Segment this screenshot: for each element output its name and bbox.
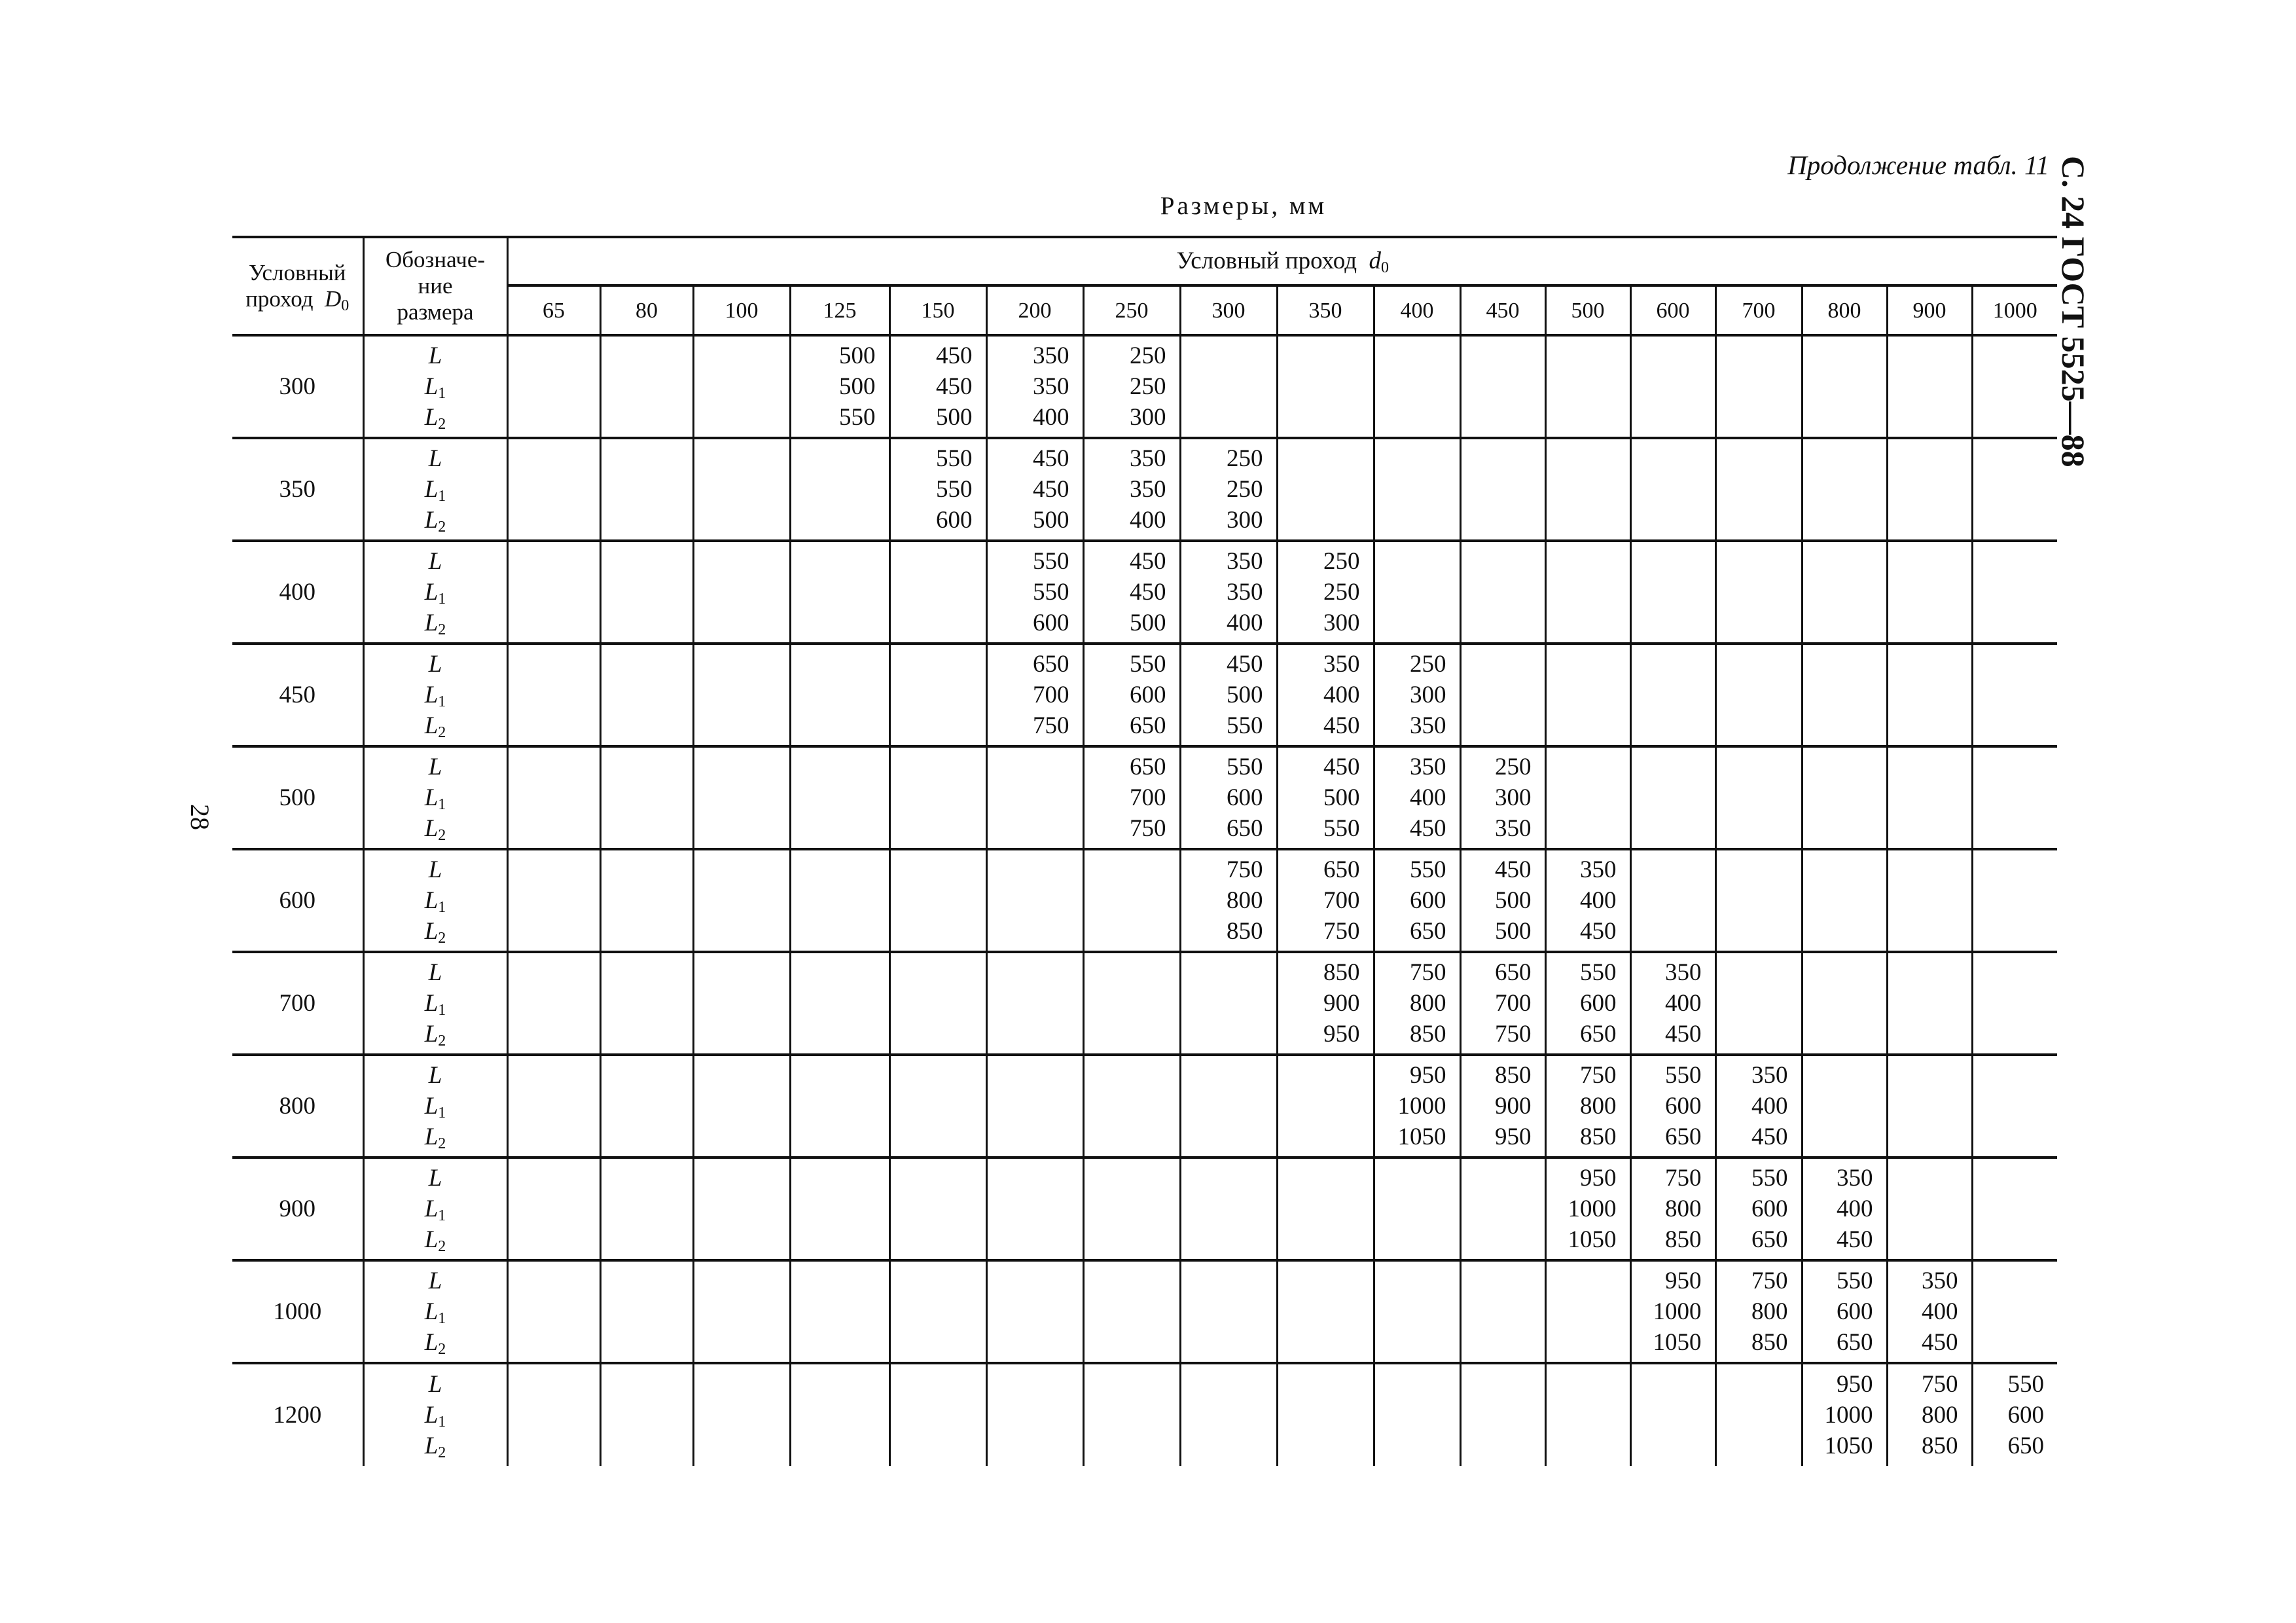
header-nominal-bore-D0: Условный проход $D_0$ <box>232 237 363 335</box>
cell-450-100 <box>693 644 790 746</box>
cell-400-250: 450 450 500 <box>1083 541 1180 644</box>
cell-1200-400 <box>1374 1363 1460 1466</box>
cell-450-350: 350 400 450 <box>1277 644 1374 746</box>
cell-800-1000 <box>1972 1055 2057 1158</box>
cell-600-500: 350 400 450 <box>1545 849 1630 952</box>
cell-500-125 <box>790 746 889 849</box>
row-designations: L $L_1$ $L_2$ <box>363 438 507 541</box>
row-nominal-bore: 700 <box>232 952 363 1055</box>
row-nominal-bore: 350 <box>232 438 363 541</box>
cell-1200-1000: 550 600 650 <box>1972 1363 2057 1466</box>
cell-350-200: 450 450 500 <box>986 438 1083 541</box>
cell-500-450: 250 300 350 <box>1460 746 1545 849</box>
cell-600-600 <box>1630 849 1715 952</box>
cell-400-400 <box>1374 541 1460 644</box>
cell-1000-80 <box>600 1260 693 1363</box>
cell-900-100 <box>693 1158 790 1260</box>
cell-800-100 <box>693 1055 790 1158</box>
table-row <box>232 1055 2057 1158</box>
cell-600-100 <box>693 849 790 952</box>
cell-900-1000 <box>1972 1158 2057 1260</box>
cell-1000-450 <box>1460 1260 1545 1363</box>
cell-450-125 <box>790 644 889 746</box>
cell-400-150 <box>889 541 986 644</box>
row-designations: L $L_1$ $L_2$ <box>363 1055 507 1158</box>
cell-700-80 <box>600 952 693 1055</box>
cell-350-350 <box>1277 438 1374 541</box>
cell-900-125 <box>790 1158 889 1260</box>
row-nominal-bore: 450 <box>232 644 363 746</box>
table-row <box>232 952 2057 1055</box>
cell-900-200 <box>986 1158 1083 1260</box>
cell-400-1000 <box>1972 541 2057 644</box>
cell-700-450: 650 700 750 <box>1460 952 1545 1055</box>
row-designations: L $L_1$ $L_2$ <box>363 1260 507 1363</box>
cell-600-80 <box>600 849 693 952</box>
cell-350-150: 550 550 600 <box>889 438 986 541</box>
row-designations: L $L_1$ $L_2$ <box>363 849 507 952</box>
cell-1200-450 <box>1460 1363 1545 1466</box>
row-designations: L $L_1$ $L_2$ <box>363 1158 507 1260</box>
cell-400-700 <box>1715 541 1802 644</box>
cell-300-150: 450 450 500 <box>889 335 986 438</box>
row-nominal-bore: 900 <box>232 1158 363 1260</box>
cell-500-700 <box>1715 746 1802 849</box>
column-header-125: 125 <box>790 285 889 335</box>
cell-1000-800: 550 600 650 <box>1802 1260 1887 1363</box>
cell-350-125 <box>790 438 889 541</box>
cell-450-200: 650 700 750 <box>986 644 1083 746</box>
cell-400-500 <box>1545 541 1630 644</box>
cell-500-80 <box>600 746 693 849</box>
cell-350-400 <box>1374 438 1460 541</box>
cell-800-65 <box>507 1055 600 1158</box>
cell-1000-600: 950 1000 1050 <box>1630 1260 1715 1363</box>
cell-900-800: 350 400 450 <box>1802 1158 1887 1260</box>
cell-700-700 <box>1715 952 1802 1055</box>
cell-600-150 <box>889 849 986 952</box>
cell-400-80 <box>600 541 693 644</box>
cell-400-300: 350 350 400 <box>1180 541 1277 644</box>
cell-500-100 <box>693 746 790 849</box>
cell-800-150 <box>889 1055 986 1158</box>
cell-1200-800: 950 1000 1050 <box>1802 1363 1887 1466</box>
cell-350-1000 <box>1972 438 2057 541</box>
cell-450-450 <box>1460 644 1545 746</box>
column-header-700: 700 <box>1715 285 1802 335</box>
row-nominal-bore: 400 <box>232 541 363 644</box>
cell-1000-400 <box>1374 1260 1460 1363</box>
row-designations: L $L_1$ $L_2$ <box>363 541 507 644</box>
cell-400-600 <box>1630 541 1715 644</box>
header-nominal-bore-d0: Условный проход $d_0$ <box>507 237 2057 285</box>
cell-1200-500 <box>1545 1363 1630 1466</box>
cell-350-600 <box>1630 438 1715 541</box>
cell-1200-65 <box>507 1363 600 1466</box>
cell-600-700 <box>1715 849 1802 952</box>
column-header-500: 500 <box>1545 285 1630 335</box>
table-row <box>232 1363 2057 1466</box>
cell-1200-900: 750 800 850 <box>1887 1363 1972 1466</box>
cell-300-65 <box>507 335 600 438</box>
cell-500-400: 350 400 450 <box>1374 746 1460 849</box>
cell-1000-1000 <box>1972 1260 2057 1363</box>
cell-300-900 <box>1887 335 1972 438</box>
cell-450-800 <box>1802 644 1887 746</box>
cell-450-1000 <box>1972 644 2057 746</box>
table-row <box>232 1260 2057 1363</box>
cell-800-900 <box>1887 1055 1972 1158</box>
cell-600-250 <box>1083 849 1180 952</box>
cell-800-400: 950 1000 1050 <box>1374 1055 1460 1158</box>
row-designations: L $L_1$ $L_2$ <box>363 335 507 438</box>
column-header-350: 350 <box>1277 285 1374 335</box>
cell-900-300 <box>1180 1158 1277 1260</box>
cell-700-800 <box>1802 952 1887 1055</box>
standard-page-header: С. 24 ГОСТ 5525—88 <box>2055 156 2092 467</box>
cell-1000-200 <box>986 1260 1083 1363</box>
cell-700-65 <box>507 952 600 1055</box>
cell-900-250 <box>1083 1158 1180 1260</box>
cell-300-200: 350 350 400 <box>986 335 1083 438</box>
column-header-400: 400 <box>1374 285 1460 335</box>
cell-500-600 <box>1630 746 1715 849</box>
cell-450-700 <box>1715 644 1802 746</box>
table-continuation-label: Продолжение табл. 11 <box>1787 150 2049 180</box>
cell-800-700: 350 400 450 <box>1715 1055 1802 1158</box>
cell-800-300 <box>1180 1055 1277 1158</box>
cell-600-200 <box>986 849 1083 952</box>
cell-450-65 <box>507 644 600 746</box>
cell-800-450: 850 900 950 <box>1460 1055 1545 1158</box>
cell-800-800 <box>1802 1055 1887 1158</box>
row-nominal-bore: 300 <box>232 335 363 438</box>
cell-1200-200 <box>986 1363 1083 1466</box>
cell-400-900 <box>1887 541 1972 644</box>
cell-600-800 <box>1802 849 1887 952</box>
cell-500-65 <box>507 746 600 849</box>
column-header-600: 600 <box>1630 285 1715 335</box>
cell-450-900 <box>1887 644 1972 746</box>
cell-1200-150 <box>889 1363 986 1466</box>
cell-350-700 <box>1715 438 1802 541</box>
row-nominal-bore: 500 <box>232 746 363 849</box>
cell-400-65 <box>507 541 600 644</box>
column-header-80: 80 <box>600 285 693 335</box>
cell-350-450 <box>1460 438 1545 541</box>
row-nominal-bore: 800 <box>232 1055 363 1158</box>
cell-900-600: 750 800 850 <box>1630 1158 1715 1260</box>
cell-900-80 <box>600 1158 693 1260</box>
cell-800-80 <box>600 1055 693 1158</box>
cell-500-500 <box>1545 746 1630 849</box>
cell-350-900 <box>1887 438 1972 541</box>
cell-500-800 <box>1802 746 1887 849</box>
cell-600-300: 750 800 850 <box>1180 849 1277 952</box>
dimensions-table <box>232 236 2057 1466</box>
cell-1000-300 <box>1180 1260 1277 1363</box>
cell-800-600: 550 600 650 <box>1630 1055 1715 1158</box>
cell-700-200 <box>986 952 1083 1055</box>
cell-700-300 <box>1180 952 1277 1055</box>
table-row <box>232 849 2057 952</box>
cell-1200-125 <box>790 1363 889 1466</box>
cell-300-125: 500 500 550 <box>790 335 889 438</box>
cell-1000-125 <box>790 1260 889 1363</box>
cell-600-400: 550 600 650 <box>1374 849 1460 952</box>
cell-700-350: 850 900 950 <box>1277 952 1374 1055</box>
row-designations: L $L_1$ $L_2$ <box>363 1363 507 1466</box>
cell-300-300 <box>1180 335 1277 438</box>
cell-300-500 <box>1545 335 1630 438</box>
table-row <box>232 438 2057 541</box>
table-row <box>232 335 2057 438</box>
cell-300-700 <box>1715 335 1802 438</box>
cell-450-150 <box>889 644 986 746</box>
cell-600-65 <box>507 849 600 952</box>
cell-1000-100 <box>693 1260 790 1363</box>
cell-700-500: 550 600 650 <box>1545 952 1630 1055</box>
table-row <box>232 541 2057 644</box>
cell-900-700: 550 600 650 <box>1715 1158 1802 1260</box>
cell-700-100 <box>693 952 790 1055</box>
cell-450-300: 450 500 550 <box>1180 644 1277 746</box>
cell-400-200: 550 550 600 <box>986 541 1083 644</box>
cell-900-400 <box>1374 1158 1460 1260</box>
cell-500-150 <box>889 746 986 849</box>
cell-500-350: 450 500 550 <box>1277 746 1374 849</box>
table-body <box>232 335 2057 1466</box>
column-header-150: 150 <box>889 285 986 335</box>
cell-400-350: 250 250 300 <box>1277 541 1374 644</box>
cell-300-1000 <box>1972 335 2057 438</box>
cell-300-100 <box>693 335 790 438</box>
row-designations: L $L_1$ $L_2$ <box>363 746 507 849</box>
table-row <box>232 644 2057 746</box>
cell-500-900 <box>1887 746 1972 849</box>
column-header-1000: 1000 <box>1972 285 2057 335</box>
cell-700-900 <box>1887 952 1972 1055</box>
cell-1000-350 <box>1277 1260 1374 1363</box>
cell-450-600 <box>1630 644 1715 746</box>
page-number: 28 <box>185 804 215 830</box>
cell-1200-80 <box>600 1363 693 1466</box>
cell-450-80 <box>600 644 693 746</box>
column-header-900: 900 <box>1887 285 1972 335</box>
cell-700-1000 <box>1972 952 2057 1055</box>
cell-1000-500 <box>1545 1260 1630 1363</box>
cell-400-450 <box>1460 541 1545 644</box>
cell-1200-250 <box>1083 1363 1180 1466</box>
column-header-450: 450 <box>1460 285 1545 335</box>
row-nominal-bore: 600 <box>232 849 363 952</box>
cell-350-300: 250 250 300 <box>1180 438 1277 541</box>
cell-900-150 <box>889 1158 986 1260</box>
cell-1000-700: 750 800 850 <box>1715 1260 1802 1363</box>
row-nominal-bore: 1000 <box>232 1260 363 1363</box>
row-nominal-bore: 1200 <box>232 1363 363 1466</box>
cell-800-500: 750 800 850 <box>1545 1055 1630 1158</box>
cell-350-100 <box>693 438 790 541</box>
column-header-65: 65 <box>507 285 600 335</box>
cell-700-400: 750 800 850 <box>1374 952 1460 1055</box>
cell-400-125 <box>790 541 889 644</box>
cell-300-800 <box>1802 335 1887 438</box>
column-header-300: 300 <box>1180 285 1277 335</box>
cell-350-65 <box>507 438 600 541</box>
cell-300-600 <box>1630 335 1715 438</box>
cell-450-500 <box>1545 644 1630 746</box>
cell-800-200 <box>986 1055 1083 1158</box>
column-header-100: 100 <box>693 285 790 335</box>
cell-1200-700 <box>1715 1363 1802 1466</box>
cell-400-100 <box>693 541 790 644</box>
cell-350-800 <box>1802 438 1887 541</box>
cell-1200-300 <box>1180 1363 1277 1466</box>
cell-450-400: 250 300 350 <box>1374 644 1460 746</box>
cell-300-450 <box>1460 335 1545 438</box>
cell-500-200 <box>986 746 1083 849</box>
table-row <box>232 1158 2057 1260</box>
cell-1200-100 <box>693 1363 790 1466</box>
column-header-800: 800 <box>1802 285 1887 335</box>
cell-600-125 <box>790 849 889 952</box>
cell-800-350 <box>1277 1055 1374 1158</box>
cell-700-150 <box>889 952 986 1055</box>
header-designation: Обозначе- ние размера <box>363 237 507 335</box>
table-row <box>232 746 2057 849</box>
cell-300-350 <box>1277 335 1374 438</box>
cell-350-80 <box>600 438 693 541</box>
cell-900-450 <box>1460 1158 1545 1260</box>
cell-600-350: 650 700 750 <box>1277 849 1374 952</box>
cell-300-80 <box>600 335 693 438</box>
cell-600-1000 <box>1972 849 2057 952</box>
cell-500-300: 550 600 650 <box>1180 746 1277 849</box>
cell-600-900 <box>1887 849 1972 952</box>
cell-350-250: 350 350 400 <box>1083 438 1180 541</box>
cell-1200-600 <box>1630 1363 1715 1466</box>
units-caption: Размеры, мм <box>1160 192 1327 220</box>
cell-700-250 <box>1083 952 1180 1055</box>
cell-600-450: 450 500 500 <box>1460 849 1545 952</box>
cell-900-500: 950 1000 1050 <box>1545 1158 1630 1260</box>
cell-700-125 <box>790 952 889 1055</box>
cell-500-1000 <box>1972 746 2057 849</box>
cell-400-800 <box>1802 541 1887 644</box>
cell-800-250 <box>1083 1055 1180 1158</box>
cell-900-65 <box>507 1158 600 1260</box>
row-designations: L $L_1$ $L_2$ <box>363 952 507 1055</box>
cell-700-600: 350 400 450 <box>1630 952 1715 1055</box>
cell-350-500 <box>1545 438 1630 541</box>
cell-1000-900: 350 400 450 <box>1887 1260 1972 1363</box>
cell-1000-150 <box>889 1260 986 1363</box>
cell-1000-65 <box>507 1260 600 1363</box>
cell-300-400 <box>1374 335 1460 438</box>
column-header-250: 250 <box>1083 285 1180 335</box>
cell-900-350 <box>1277 1158 1374 1260</box>
cell-500-250: 650 700 750 <box>1083 746 1180 849</box>
cell-300-250: 250 250 300 <box>1083 335 1180 438</box>
cell-450-250: 550 600 650 <box>1083 644 1180 746</box>
cell-1200-350 <box>1277 1363 1374 1466</box>
column-header-200: 200 <box>986 285 1083 335</box>
cell-900-900 <box>1887 1158 1972 1260</box>
cell-1000-250 <box>1083 1260 1180 1363</box>
row-designations: L $L_1$ $L_2$ <box>363 644 507 746</box>
cell-800-125 <box>790 1055 889 1158</box>
